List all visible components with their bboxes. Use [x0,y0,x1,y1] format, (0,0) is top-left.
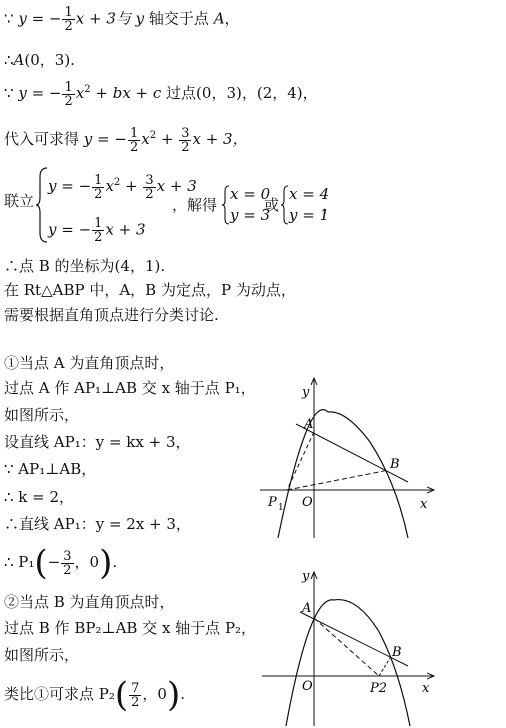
solve-text: ，解得 [172,196,218,214]
parabola [286,600,410,726]
point-b-label: B [390,457,400,472]
line-10: 过点 A 作 AP₁⊥AB 交 x 轴于点 P₁， [4,379,256,397]
system-row-2: y = − $\frac{1}{2}$ x + 3 [48,216,146,245]
fraction: $\frac{7}{2}$ [131,680,140,710]
fraction: $\frac{3}{2}$ [181,125,190,155]
line-9: ①当点 A 为直角顶点时， [4,354,175,372]
line-14: ∴ k = 2， [4,488,75,506]
line-13: ∵ AP₁⊥AB， [4,460,97,478]
solution-1-x: x = 0 [230,185,271,203]
line-6: ∴点 B 的坐标为(4，1). [4,257,166,275]
line-1: ∵ y = − $\frac{1}{2}$ x + 3与 y 轴交于点 A， [4,5,240,34]
fraction: $\frac{1}{2}$ [64,79,73,109]
left-brace [222,185,230,225]
fraction: $\frac{3}{2}$ [63,548,72,578]
line-20: 类比①可求点 P₂( $\frac{7}{2}$ ，0). [4,675,186,715]
line-4: 代入可求得 y = − $\frac{1}{2}$ $x^2$ + $\frac{3}{2}$ x + 3， [4,125,248,155]
or-text: 或 [264,196,280,214]
solution-2-y: y = 1 [289,206,330,224]
line-18: 过点 B 作 BP₂⊥AB 交 x 轴于点 P₂， [4,619,257,637]
fraction: $\frac{1}{2}$ [94,172,103,202]
line-2: ∴A(0，3). [4,51,75,69]
joint-label: 联立 [4,192,35,210]
point-b-label: B [392,645,402,660]
figure-1 [258,372,448,540]
y-label: y [302,569,310,584]
x-label: x [422,681,430,696]
parabola [278,410,408,538]
line-19: 如图所示， [4,646,80,664]
left-brace [36,167,48,243]
fraction: $\frac{3}{2}$ [145,172,154,202]
point-a-label: A [304,417,314,432]
point-a-label: A [302,601,312,616]
line-8: 需要根据直角顶点进行分类讨论. [4,306,219,324]
line-17: ②当点 B 为直角顶点时， [4,593,175,611]
line-p1b [287,470,389,490]
line-bp2 [379,658,390,676]
left-brace [281,185,289,225]
origin-label: O [302,679,313,694]
fraction: $\frac{1}{2}$ [64,5,73,34]
line-12: 设直线 AP₁：y = kx + 3， [4,433,191,451]
line-7: 在 Rt△ABP 中，A，B 为定点，P 为动点， [4,281,296,299]
point-p1-label: P [268,495,277,510]
system-row-1: y = − $\frac{1}{2}$ $x^2$ + $\frac{3}{2}$ x + 3 [48,172,197,202]
y-label: y [302,385,310,400]
line-16: ∴ P₁(− $\frac{3}{2}$ ，0). [4,543,118,583]
trailing-comma: ， [322,196,338,214]
point-p1-subscript: 1 [278,503,284,513]
fraction: $\frac{1}{2}$ [94,216,103,245]
solution-1-y: y = 3 [230,206,271,224]
fraction: $\frac{1}{2}$ [129,125,139,155]
line-15: ∴直线 AP₁：y = 2x + 3， [4,515,191,533]
system-block [0,165,506,245]
origin-label: O [302,495,313,510]
figure-2 [258,566,448,728]
line-11: 如图所示， [4,406,80,424]
point-p2-label: P2 [370,681,388,696]
x-label: x [420,497,428,512]
solution-2-x: x = 4 [289,185,330,203]
line-3: ∵ y = − $\frac{1}{2}$ $x^2$ + bx + c 过点(0，3)，(2，4)， [4,79,318,109]
line-ab [296,424,408,482]
